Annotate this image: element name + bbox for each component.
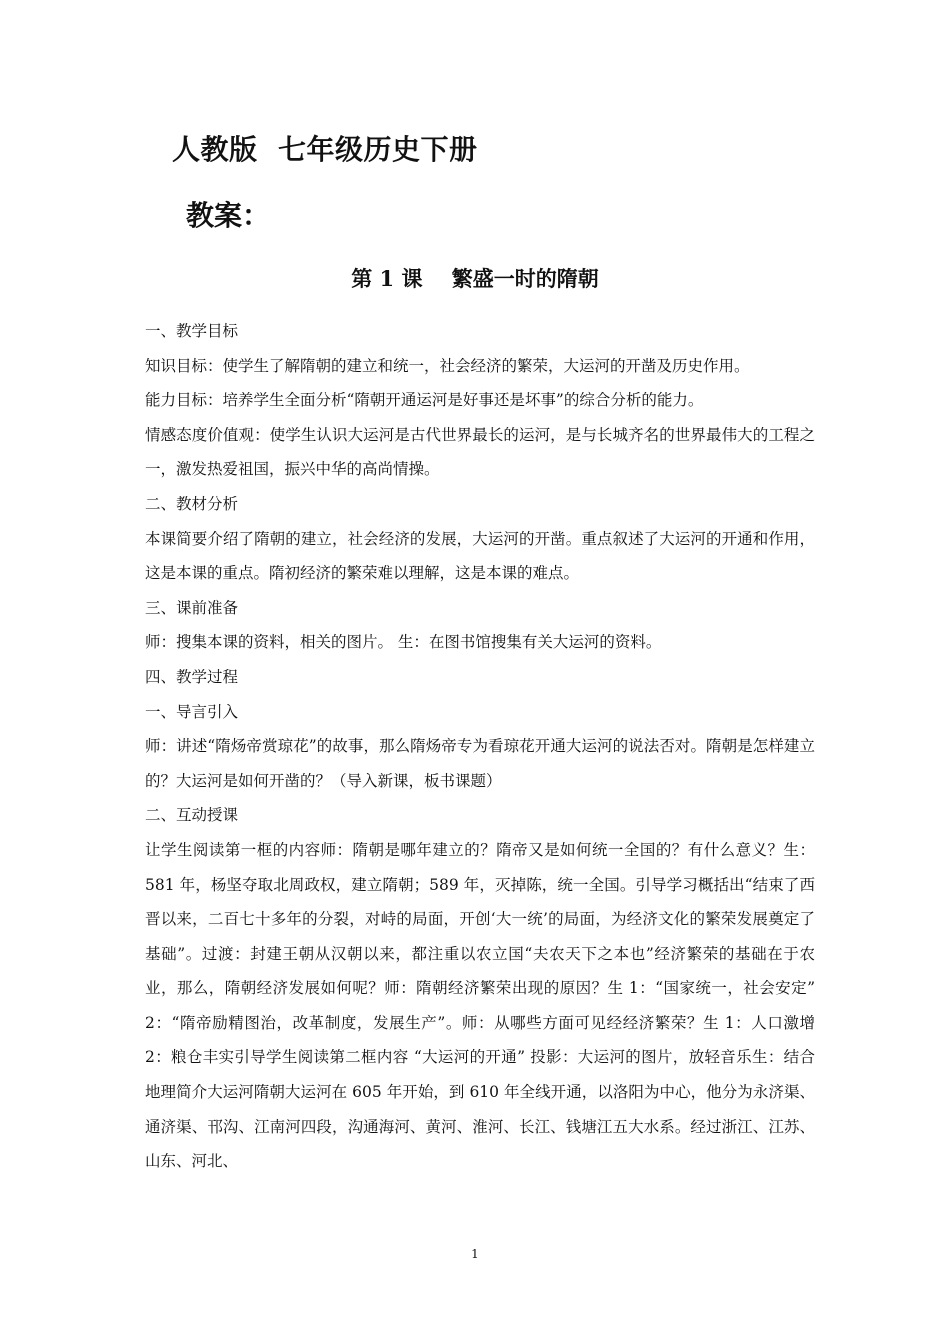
section-heading-material-analysis: 二、教材分析 [145, 494, 239, 513]
paragraph-knowledge-goal: 知识目标：使学生了解隋朝的建立和统一，社会经济的繁荣，大运河的开凿及历史作用。 [145, 356, 750, 375]
subsection-heading-interactive-lesson: 二、互动授课 [145, 806, 239, 825]
page-number: 1 [471, 1247, 479, 1261]
lesson-title: 第 1 课 繁盛一时的隋朝 [351, 266, 599, 291]
section-heading-teaching-process: 四、教学过程 [145, 667, 239, 686]
subsection-heading-introduction: 一、导言引入 [145, 702, 239, 721]
section-heading-preparation: 三、课前准备 [145, 598, 239, 617]
section-heading-teaching-goals: 一、教学目标 [145, 322, 239, 340]
paragraph-attitude-goal: 情感态度价值观：使学生认识大运河是古代世界最长的运河，是与长城齐名的世界最伟大的工程之一，激发热爱祖国，振兴中华的高尚情操。 [145, 425, 815, 479]
document-subtitle: 教案： [186, 199, 271, 232]
paragraph-preparation: 师：搜集本课的资料，相关的图片。 生：在图书馆搜集有关大运河的资料。 [145, 633, 662, 652]
document-title: 人教版 七年级历史下册 [172, 133, 478, 166]
paragraph-material-analysis: 本课简要介绍了隋朝的建立，社会经济的发展，大运河的开凿。重点叙述了大运河的开通和作用，这是本课的重点。隋初经济的繁荣难以理解，这是本课的难点。 [145, 529, 815, 583]
paragraph-introduction: 师：讲述“隋炀帝赏琼花”的故事，那么隋炀帝专为看琼花开通大运河的说法否对。隋朝是怎样建立的？大运河是如何开凿的？（导入新课，板书课题） [145, 737, 815, 790]
document-body [145, 314, 815, 1179]
paragraph-interactive-lesson: 让学生阅读第一框的内容师：隋朝是哪年建立的？隋帝又是如何统一全国的？有什么意义？生：581 年，杨坚夺取北周政权，建立隋朝；589 年，灭掉陈，统一全国。引导学习概括出“结束了西晋以来，二百七十多年的分裂，对峙的局面，开创‘大一统’的局面，为经济文化的繁荣发展奠定了基础”。过渡：封建王朝从汉朝以来，都注重以农立国“夫农天下之本也”经济繁荣的基础在于农业，那么，隋朝经济发展如何呢？师：隋朝经济繁荣出现的原因？生 1：“国家统一，社会安定” 2：“隋帝励精图治，改革制度，发展生产”。师：从哪些方面可见经经济繁荣？生 1：人口激增 2：粮仓丰实引导学生阅读第二框内容 “大运河的开通” 投影：大运河的图片，放轻音乐生：结合地理简介大运河隋朝大运河在 605 年开始，到 610 年全线开通，以洛阳为中心，他分为永济渠、通济渠、邗沟、江南河四段，沟通海河、黄河、淮河、长江、钱塘江五大水系。经过浙江、江苏、山东、河北、 [145, 840, 815, 1171]
paragraph-ability-goal: 能力目标：培养学生全面分析“隋朝开通运河是好事还是坏事”的综合分析的能力。 [145, 391, 704, 410]
